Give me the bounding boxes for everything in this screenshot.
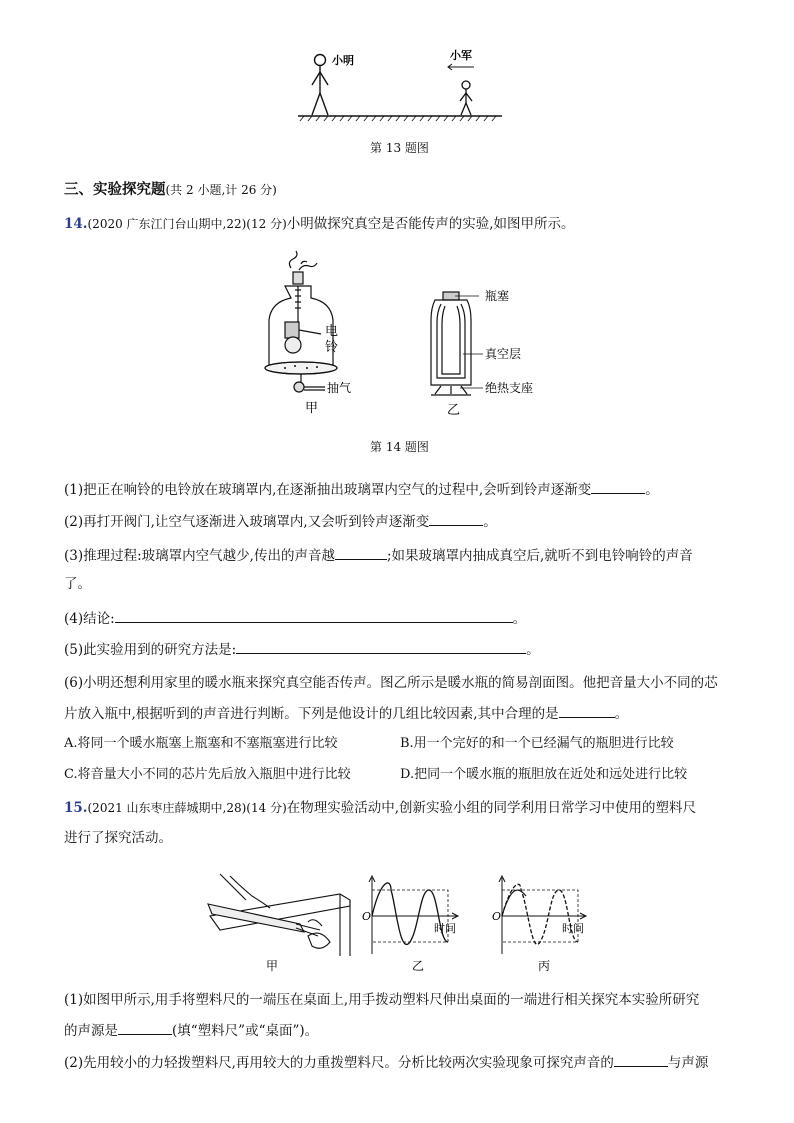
q14-option-b[interactable]: B.用一个完好的和一个已经漏气的瓶胆进行比较 <box>400 736 674 751</box>
q15-stem-text-a: 在物理实验活动中,创新实验小组的同学利用日常学习中使用的塑料尺 <box>286 800 697 816</box>
q14-stem <box>64 214 575 234</box>
q15-stem-cont: 进行了探究活动。 <box>64 830 172 846</box>
figure-13-caption: 第 13 题图 <box>370 141 429 155</box>
q14-part-2-end: 。 <box>483 514 497 530</box>
ruler-on-desk <box>208 874 350 956</box>
section-title: 三、实验探究题 <box>64 181 166 198</box>
q14-part-6b-end: 。 <box>614 706 629 722</box>
q14-part-5-text: (5)此实验用到的研究方法是: <box>64 642 237 658</box>
q14-part-3-text-b: ;如果玻璃罩内抽成真空后,就听不到电铃响铃的声音 <box>386 548 693 564</box>
label-support: 绝热支座 <box>485 381 534 395</box>
q15-part-2-text: (2)先用较小的力轻拨塑料尺,再用较大的力重拨塑料尺。分析比较两次实验现象可探究声音的 <box>64 1055 614 1071</box>
answer-blank[interactable] <box>591 479 645 494</box>
answer-blank[interactable] <box>429 511 483 526</box>
label-jia: 甲 <box>266 959 279 973</box>
label-yi: 乙 <box>447 403 461 418</box>
figure-14-caption: 第 14 题图 <box>370 440 429 454</box>
q15-part-1b <box>64 1020 318 1041</box>
axis-origin: O <box>362 910 372 923</box>
label-xiaojun: 小军 <box>450 49 472 62</box>
stick-figure-xiaoming <box>312 55 328 116</box>
q15-source: (2021 山东枣庄薛城期中,28)(14 分) <box>87 801 287 815</box>
answer-blank[interactable] <box>559 703 615 718</box>
q14-part-3-text-a: (3)推理过程:玻璃罩内空气越少,传出的声音越 <box>64 548 335 564</box>
axis-time-label: 时间 <box>434 922 456 935</box>
bell-jar-apparatus <box>265 251 337 392</box>
waveform-bing <box>499 876 586 954</box>
figure-13 <box>290 45 510 130</box>
q15-stem <box>64 798 696 818</box>
q15-part-1a: (1)如图甲所示,用手将塑料尺的一端压在桌面上,用手拨动塑料尺伸出桌面的一端进行相关探究本实验所研究 <box>64 992 700 1008</box>
stick-figure-xiaojun <box>460 81 472 115</box>
label-jia: 甲 <box>305 401 319 416</box>
section-note: (共 2 小题,计 26 分) <box>165 183 277 197</box>
q15-part-1b-text: 的声源是 <box>64 1023 118 1039</box>
waveform-yi <box>369 876 458 954</box>
q14-part-4-end: 。 <box>512 611 527 627</box>
axis-time-label: 时间 <box>562 922 584 935</box>
q14-option-c[interactable]: C.将音量大小不同的芯片先后放入瓶胆中进行比较 <box>64 767 351 782</box>
q14-part-6b <box>64 703 628 724</box>
answer-blank[interactable] <box>115 608 513 623</box>
q14-part-1-text: (1)把正在响铃的电铃放在玻璃罩内,在逐渐抽出玻璃罩内空气的过程中,会听到铃声逐渐变 <box>64 482 592 498</box>
q14-number: 14. <box>64 216 88 232</box>
label-bell-2: 铃 <box>325 340 339 355</box>
q14-part-4 <box>64 608 526 629</box>
answer-blank[interactable] <box>118 1020 172 1035</box>
q14-part-2-text: (2)再打开阀门,让空气逐渐进入玻璃罩内,又会听到铃声逐渐变 <box>64 514 430 530</box>
answer-blank[interactable] <box>335 545 387 560</box>
q14-part-4-text: (4)结论: <box>64 611 115 627</box>
section-heading <box>64 178 277 199</box>
label-stopper: 瓶塞 <box>485 289 510 303</box>
label-pump: 抽气 <box>327 381 352 395</box>
q14-part-6a: (6)小明还想利用家里的暖水瓶来探究真空能否传声。图乙所示是暖水瓶的简易剖面图。他把音量大小不同的芯 <box>64 675 718 691</box>
q14-part-6b-text: 片放入瓶中,根据听到的声音进行判断。下列是他设计的几组比较因素,其中合理的是 <box>64 706 559 722</box>
q15-part-1b-end: (填“塑料尺”或“桌面”)。 <box>172 1023 319 1039</box>
q14-option-a[interactable]: A.将同一个暖水瓶塞上瓶塞和不塞瓶塞进行比较 <box>64 736 338 751</box>
q14-stem-text: 小明做探究真空是否能传声的实验,如图甲所示。 <box>286 216 575 232</box>
label-xiaoming: 小明 <box>332 54 354 67</box>
q14-part-1-end: 。 <box>645 482 659 498</box>
axis-origin: O <box>492 910 502 923</box>
figure-14 <box>255 250 555 430</box>
q14-option-d[interactable]: D.把同一个暖水瓶的瓶胆放在近处和远处进行比较 <box>400 767 688 782</box>
q14-part-5 <box>64 639 540 660</box>
answer-blank[interactable] <box>236 639 526 654</box>
q15-number: 15. <box>64 800 88 816</box>
figure-15 <box>200 866 620 976</box>
q15-part-2-end: 与声源 <box>667 1055 709 1071</box>
q14-part-3 <box>64 545 693 566</box>
q14-part-2 <box>64 511 497 532</box>
thermos-section <box>431 292 471 395</box>
q15-part-2 <box>64 1052 708 1073</box>
arrow-left-icon <box>448 64 474 70</box>
answer-blank[interactable] <box>614 1052 668 1067</box>
label-bell-1: 电 <box>325 324 339 339</box>
label-yi: 乙 <box>412 959 425 973</box>
label-vacuum: 真空层 <box>485 347 522 361</box>
q14-part-5-end: 。 <box>526 642 540 658</box>
q14-part-1 <box>64 479 659 500</box>
label-bing: 丙 <box>538 959 551 973</box>
q14-part-3-cont: 了。 <box>64 576 91 592</box>
q14-source: (2020 广东江门台山期中,22)(12 分) <box>87 217 287 231</box>
